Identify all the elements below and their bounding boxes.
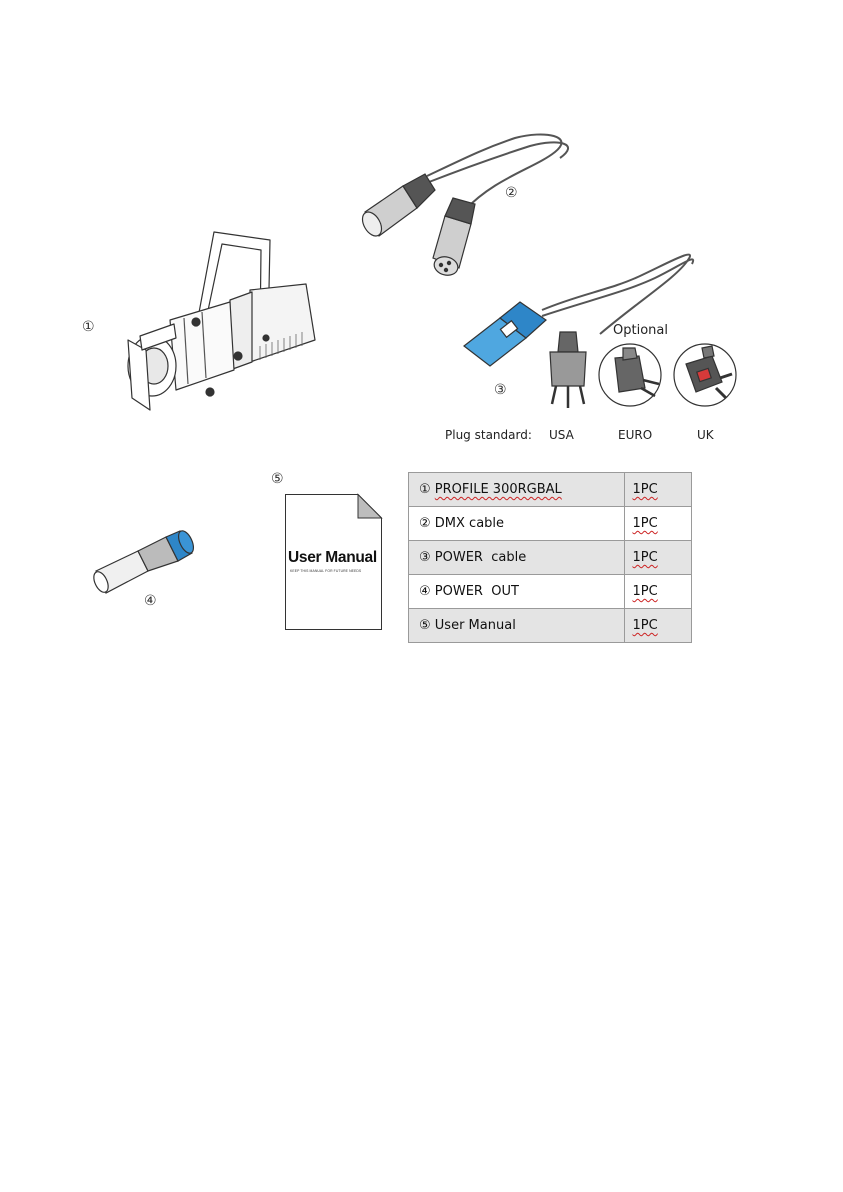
item-name: DMX cable bbox=[434, 516, 505, 531]
item-number: ⑤ bbox=[419, 618, 431, 633]
manual-subtitle: KEEP THIS MANUAL FOR FUTURE NEEDS bbox=[290, 569, 362, 573]
item-cell bbox=[409, 473, 625, 507]
usa-plug-icon bbox=[536, 330, 596, 410]
table-row bbox=[409, 541, 692, 575]
optional-label: Optional bbox=[613, 323, 668, 338]
item-number: ① bbox=[419, 482, 431, 497]
table-row bbox=[409, 575, 692, 609]
euro-plug-icon bbox=[593, 342, 669, 406]
item-number: ③ bbox=[419, 550, 431, 565]
profile-fixture-icon bbox=[110, 220, 330, 410]
item-cell bbox=[409, 507, 625, 541]
plug-usa-label: USA bbox=[549, 428, 574, 442]
manual-title: User Manual bbox=[288, 549, 377, 566]
qty-cell: 1PC bbox=[624, 541, 691, 575]
qty-cell: 1PC bbox=[624, 575, 691, 609]
callout-manual: ⑤ bbox=[271, 471, 284, 487]
item-cell bbox=[409, 575, 625, 609]
item-cell bbox=[409, 541, 625, 575]
qty-cell: 1PC bbox=[624, 609, 691, 643]
qty-cell: 1PC bbox=[624, 507, 691, 541]
item-name: POWER cable bbox=[434, 550, 527, 565]
uk-plug-icon bbox=[668, 342, 744, 406]
plug-standard-label: Plug standard: bbox=[445, 428, 532, 442]
qty-cell: 1PC bbox=[624, 473, 691, 507]
plug-euro-label: EURO bbox=[618, 428, 653, 442]
table-row bbox=[409, 609, 692, 643]
item-name: User Manual bbox=[434, 618, 516, 633]
table-row bbox=[409, 507, 692, 541]
callout-power-cable: ③ bbox=[494, 382, 507, 398]
item-cell bbox=[409, 609, 625, 643]
item-number: ④ bbox=[419, 584, 431, 599]
item-number: ② bbox=[419, 516, 431, 531]
callout-fixture: ① bbox=[82, 319, 95, 335]
table-row bbox=[409, 473, 692, 507]
callout-power-out: ④ bbox=[144, 593, 157, 609]
user-manual-icon bbox=[285, 494, 382, 630]
callout-dmx-cable: ② bbox=[505, 185, 518, 201]
package-contents-table bbox=[408, 472, 692, 643]
plug-uk-label: UK bbox=[697, 428, 714, 442]
item-name: POWER OUT bbox=[434, 584, 519, 599]
item-name: PROFILE 300RGBAL bbox=[434, 482, 562, 497]
